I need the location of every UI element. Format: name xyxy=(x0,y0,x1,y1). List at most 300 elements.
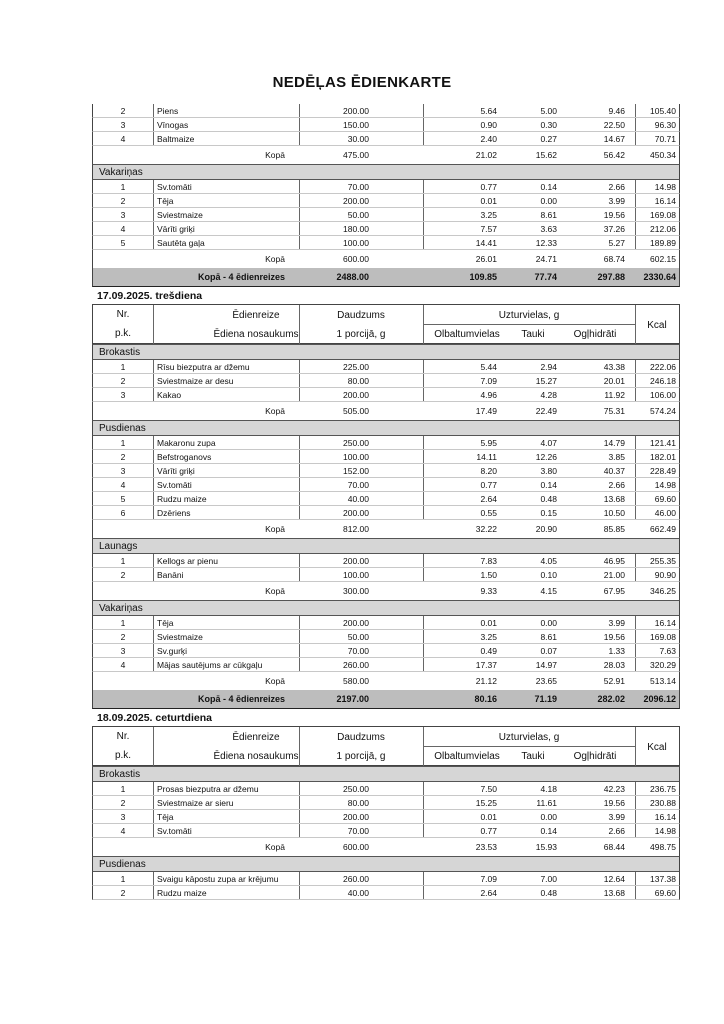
total-fat: 23.65 xyxy=(535,676,557,686)
meal-section xyxy=(92,766,680,782)
total-label: Kopā xyxy=(265,524,285,534)
item-carbs: 1.33 xyxy=(608,645,625,656)
item-protein: 7.09 xyxy=(423,872,507,885)
item-fat: 0.14 xyxy=(540,825,557,836)
total-label: Kopā xyxy=(265,406,285,416)
item-fat: 0.27 xyxy=(540,133,557,144)
grand-total-row xyxy=(92,268,680,287)
header-tauki: Tauki xyxy=(521,750,545,762)
table-row xyxy=(92,104,680,118)
total-label: Kopā xyxy=(265,842,285,852)
item-protein: 3.25 xyxy=(423,208,507,221)
item-fat: 0.48 xyxy=(540,887,557,898)
item-quantity: 250.00 xyxy=(299,436,423,449)
item-quantity: 70.00 xyxy=(299,180,423,193)
item-carbs: 10.50 xyxy=(603,507,625,518)
item-kcal: 246.18 xyxy=(635,374,679,387)
item-kcal: 255.35 xyxy=(635,554,679,567)
item-name: Rudzu maize xyxy=(153,492,299,505)
item-quantity: 200.00 xyxy=(299,194,423,207)
total-quantity: 475.00 xyxy=(343,150,369,160)
item-protein: 1.50 xyxy=(423,568,507,581)
item-name: Sv.tomāti xyxy=(153,478,299,491)
table-row xyxy=(92,492,680,506)
item-number: 2 xyxy=(120,375,126,386)
table-row xyxy=(92,886,680,900)
item-quantity: 180.00 xyxy=(299,222,423,235)
item-name: Rudzu maize xyxy=(153,886,299,899)
table-row xyxy=(92,506,680,520)
item-kcal: 70.71 xyxy=(635,132,679,145)
item-fat: 0.15 xyxy=(540,507,557,518)
item-carbs: 19.56 xyxy=(603,631,625,642)
table-row xyxy=(92,658,680,672)
item-name: Tēja xyxy=(153,616,299,629)
item-number: 1 xyxy=(120,361,126,372)
item-name: Baltmaize xyxy=(153,132,299,145)
total-protein: 23.53 xyxy=(475,842,497,852)
item-number: 6 xyxy=(120,507,126,518)
meal-section-label: Pusdienas xyxy=(99,858,146,870)
total-quantity: 812.00 xyxy=(343,524,369,534)
item-kcal: 14.98 xyxy=(635,478,679,491)
item-protein: 7.50 xyxy=(423,782,507,795)
item-name: Dzēriens xyxy=(153,506,299,519)
table-row xyxy=(92,824,680,838)
item-fat: 12.33 xyxy=(535,237,557,248)
day-heading: 17.09.2025. trešdiena xyxy=(97,290,203,302)
header-edienreize: Ēdienreize xyxy=(232,309,280,321)
item-carbs: 3.99 xyxy=(608,811,625,822)
item-number: 1 xyxy=(120,181,126,192)
item-protein: 0.55 xyxy=(423,506,507,519)
item-carbs: 43.38 xyxy=(603,361,625,372)
total-row xyxy=(92,250,680,268)
table-header xyxy=(92,726,680,766)
item-carbs: 11.92 xyxy=(604,389,625,400)
table-row xyxy=(92,374,680,388)
total-kcal: 662.49 xyxy=(650,524,676,534)
item-number: 3 xyxy=(120,209,126,220)
item-carbs: 19.56 xyxy=(603,209,625,220)
item-number: 1 xyxy=(120,873,126,884)
item-kcal: 230.88 xyxy=(635,796,679,809)
total-quantity: 600.00 xyxy=(343,254,369,264)
item-protein: 8.20 xyxy=(423,464,507,477)
total-carbs: 75.31 xyxy=(603,406,625,416)
total-row xyxy=(92,402,680,420)
item-protein: 14.11 xyxy=(423,450,507,463)
item-quantity: 200.00 xyxy=(299,104,423,117)
item-fat: 0.00 xyxy=(540,811,557,822)
grand-total-carbs: 282.02 xyxy=(597,694,625,704)
table-row xyxy=(92,478,680,492)
item-fat: 7.00 xyxy=(540,873,557,884)
item-fat: 0.07 xyxy=(540,645,557,656)
header-nr: Nr. xyxy=(116,730,130,742)
header-edienreize: Ēdienreize xyxy=(232,731,280,743)
total-row xyxy=(92,582,680,600)
total-label: Kopā xyxy=(265,586,285,596)
item-carbs: 19.56 xyxy=(603,797,625,808)
item-quantity: 150.00 xyxy=(299,118,423,131)
total-protein: 26.01 xyxy=(475,254,497,264)
item-number: 3 xyxy=(120,389,126,400)
item-number: 2 xyxy=(120,631,126,642)
item-fat: 0.10 xyxy=(540,569,557,580)
item-quantity: 260.00 xyxy=(299,872,423,885)
item-carbs: 46.95 xyxy=(603,555,625,566)
item-number: 3 xyxy=(120,465,126,476)
table-header xyxy=(92,304,680,344)
total-fat: 20.90 xyxy=(535,524,557,534)
item-kcal: 121.41 xyxy=(635,436,679,449)
item-quantity: 200.00 xyxy=(299,388,423,401)
table-row xyxy=(92,616,680,630)
item-carbs: 37.26 xyxy=(603,223,625,234)
item-kcal: 69.60 xyxy=(635,492,679,505)
item-kcal: 16.14 xyxy=(635,616,679,629)
item-kcal: 96.30 xyxy=(635,118,679,131)
total-row xyxy=(92,520,680,538)
item-carbs: 12.64 xyxy=(603,873,625,884)
header-daudzums: Daudzums xyxy=(337,731,385,743)
item-quantity: 152.00 xyxy=(299,464,423,477)
item-quantity: 225.00 xyxy=(299,360,423,373)
item-name: Tēja xyxy=(153,194,299,207)
meal-section xyxy=(92,600,680,616)
item-name: Prosas biezputra ar džemu xyxy=(153,782,299,795)
item-kcal: 236.75 xyxy=(635,782,679,795)
item-protein: 2.40 xyxy=(423,132,507,145)
item-name: Vārīti griķi xyxy=(153,222,299,235)
item-name: Sv.gurķi xyxy=(153,644,299,657)
item-fat: 15.27 xyxy=(535,375,557,386)
meal-section xyxy=(92,344,680,360)
header-pk: p.k. xyxy=(114,749,132,761)
table-row xyxy=(92,630,680,644)
total-protein: 21.12 xyxy=(475,676,497,686)
item-name: Sviestmaize ar desu xyxy=(153,374,299,387)
item-number: 2 xyxy=(120,569,126,580)
item-name: Makaronu zupa xyxy=(153,436,299,449)
item-name: Vārīti griķi xyxy=(153,464,299,477)
total-kcal: 450.34 xyxy=(650,150,676,160)
header-kcal: Kcal xyxy=(647,319,667,331)
item-number: 1 xyxy=(120,555,126,566)
table-row xyxy=(92,194,680,208)
item-number: 4 xyxy=(120,223,126,234)
item-number: 4 xyxy=(120,479,126,490)
header-nr: Nr. xyxy=(116,308,130,320)
item-name: Sautēta gaļa xyxy=(153,236,299,249)
total-fat: 24.71 xyxy=(535,254,557,264)
table-row xyxy=(92,464,680,478)
header-rule xyxy=(153,727,154,767)
item-kcal: 14.98 xyxy=(635,824,679,837)
item-carbs: 3.85 xyxy=(608,451,625,462)
grand-total-fat: 71.19 xyxy=(534,694,557,704)
header-nosaukums: Ēdiena nosaukums xyxy=(213,750,299,762)
item-kcal: 16.14 xyxy=(635,810,679,823)
total-kcal: 513.14 xyxy=(650,676,676,686)
grand-total-kcal: 2330.64 xyxy=(643,272,676,282)
grand-total-protein: 80.16 xyxy=(474,694,497,704)
item-fat: 0.14 xyxy=(540,181,557,192)
grand-total-quantity: 2197.00 xyxy=(336,694,369,704)
item-carbs: 2.66 xyxy=(608,479,625,490)
header-porcija: 1 porcijā, g xyxy=(336,750,386,762)
item-kcal: 46.00 xyxy=(635,506,679,519)
total-protein: 9.33 xyxy=(480,586,497,596)
total-carbs: 68.44 xyxy=(603,842,625,852)
item-name: Sv.tomāti xyxy=(153,824,299,837)
item-fat: 0.30 xyxy=(540,119,557,130)
header-rule xyxy=(423,324,635,325)
item-carbs: 22.50 xyxy=(603,119,625,130)
item-quantity: 70.00 xyxy=(299,824,423,837)
item-protein: 2.64 xyxy=(423,492,507,505)
item-protein: 0.77 xyxy=(423,478,507,491)
grand-total-carbs: 297.88 xyxy=(597,272,625,282)
header-daudzums: Daudzums xyxy=(337,309,385,321)
item-kcal: 228.49 xyxy=(635,464,679,477)
item-number: 2 xyxy=(120,451,126,462)
grand-total-fat: 77.74 xyxy=(534,272,557,282)
total-kcal: 346.25 xyxy=(650,586,676,596)
item-number: 2 xyxy=(120,887,126,898)
item-number: 1 xyxy=(120,783,126,794)
total-row xyxy=(92,838,680,856)
item-quantity: 80.00 xyxy=(299,796,423,809)
header-olbaltumvielas: Olbaltumvielas xyxy=(434,328,500,340)
meal-section-label: Vakariņas xyxy=(99,602,143,614)
header-nosaukums: Ēdiena nosaukums xyxy=(213,328,299,340)
total-kcal: 498.75 xyxy=(650,842,676,852)
item-protein: 5.44 xyxy=(423,360,507,373)
item-number: 2 xyxy=(120,195,126,206)
item-kcal: 137.38 xyxy=(635,872,679,885)
item-kcal: 189.89 xyxy=(635,236,679,249)
item-protein: 0.01 xyxy=(423,616,507,629)
table-row xyxy=(92,236,680,250)
item-protein: 0.77 xyxy=(423,824,507,837)
item-protein: 7.83 xyxy=(423,554,507,567)
total-fat: 22.49 xyxy=(535,406,557,416)
total-label: Kopā xyxy=(265,676,285,686)
total-quantity: 505.00 xyxy=(343,406,369,416)
item-protein: 0.01 xyxy=(423,810,507,823)
page-title: NEDĒĻAS ĒDIENKARTE xyxy=(272,74,452,91)
item-kcal: 105.40 xyxy=(635,104,679,117)
item-quantity: 100.00 xyxy=(299,450,423,463)
total-fat: 4.15 xyxy=(540,586,557,596)
item-quantity: 250.00 xyxy=(299,782,423,795)
item-number: 3 xyxy=(120,119,126,130)
grand-total-row xyxy=(92,690,680,709)
item-carbs: 13.68 xyxy=(603,887,625,898)
meal-section-label: Vakariņas xyxy=(99,166,143,178)
total-label: Kopā xyxy=(265,254,285,264)
item-carbs: 3.99 xyxy=(608,195,625,206)
total-label: Kopā xyxy=(265,150,285,160)
item-number: 5 xyxy=(120,493,126,504)
item-quantity: 40.00 xyxy=(299,886,423,899)
item-name: Vīnogas xyxy=(153,118,299,131)
item-kcal: 222.06 xyxy=(635,360,679,373)
item-quantity: 50.00 xyxy=(299,630,423,643)
item-carbs: 20.01 xyxy=(603,375,625,386)
item-quantity: 30.00 xyxy=(299,132,423,145)
total-carbs: 85.85 xyxy=(603,524,625,534)
total-kcal: 574.24 xyxy=(650,406,676,416)
item-kcal: 169.08 xyxy=(635,208,679,221)
item-number: 4 xyxy=(120,659,126,670)
total-quantity: 580.00 xyxy=(343,676,369,686)
header-rule xyxy=(635,727,636,767)
item-name: Befstroganovs xyxy=(153,450,299,463)
item-protein: 5.95 xyxy=(423,436,507,449)
total-quantity: 600.00 xyxy=(343,842,369,852)
total-quantity: 300.00 xyxy=(343,586,369,596)
item-carbs: 14.79 xyxy=(603,437,625,448)
header-rule xyxy=(299,727,300,767)
header-rule xyxy=(299,305,300,345)
item-kcal: 69.60 xyxy=(635,886,679,899)
item-name: Banāni xyxy=(153,568,299,581)
table-row xyxy=(92,796,680,810)
item-name: Sviestmaize xyxy=(153,630,299,643)
item-fat: 4.05 xyxy=(540,555,557,566)
header-rule xyxy=(423,305,424,345)
item-protein: 0.77 xyxy=(423,180,507,193)
meal-section xyxy=(92,856,680,872)
item-carbs: 40.37 xyxy=(603,465,625,476)
item-carbs: 14.67 xyxy=(603,133,625,144)
total-fat: 15.62 xyxy=(535,150,557,160)
header-olbaltumvielas: Olbaltumvielas xyxy=(434,750,500,762)
header-tauki: Tauki xyxy=(521,328,545,340)
item-protein: 15.25 xyxy=(423,796,507,809)
item-protein: 0.90 xyxy=(423,118,507,131)
item-name: Piens xyxy=(153,104,299,117)
item-protein: 3.25 xyxy=(423,630,507,643)
item-quantity: 200.00 xyxy=(299,616,423,629)
header-oglhidrati: Ogļhidrāti xyxy=(573,750,617,762)
total-protein: 21.02 xyxy=(475,150,497,160)
header-pk: p.k. xyxy=(114,327,132,339)
total-carbs: 52.91 xyxy=(603,676,625,686)
total-protein: 17.49 xyxy=(475,406,497,416)
meal-section-label: Pusdienas xyxy=(99,422,146,434)
item-number: 2 xyxy=(120,105,126,116)
item-quantity: 200.00 xyxy=(299,554,423,567)
item-fat: 14.97 xyxy=(535,659,557,670)
table-row xyxy=(92,644,680,658)
item-quantity: 260.00 xyxy=(299,658,423,671)
item-protein: 14.41 xyxy=(423,236,507,249)
item-quantity: 40.00 xyxy=(299,492,423,505)
item-name: Tēja xyxy=(153,810,299,823)
item-fat: 2.94 xyxy=(540,361,557,372)
grand-total-label: Kopā - 4 ēdienreizes xyxy=(197,694,285,704)
item-quantity: 100.00 xyxy=(299,236,423,249)
grand-total-protein: 109.85 xyxy=(469,272,497,282)
table-row xyxy=(92,180,680,194)
total-row xyxy=(92,672,680,690)
table-row xyxy=(92,222,680,236)
item-protein: 17.37 xyxy=(423,658,507,671)
item-quantity: 200.00 xyxy=(299,506,423,519)
header-porcija: 1 porcijā, g xyxy=(336,328,386,340)
header-rule xyxy=(153,305,154,345)
item-carbs: 5.27 xyxy=(608,237,625,248)
item-fat: 4.18 xyxy=(540,783,557,794)
item-fat: 5.00 xyxy=(540,105,557,116)
item-carbs: 3.99 xyxy=(608,617,625,628)
meal-section-label: Launags xyxy=(99,540,138,552)
item-carbs: 9.46 xyxy=(608,105,625,116)
item-number: 4 xyxy=(120,133,126,144)
header-rule xyxy=(423,727,424,767)
item-kcal: 16.14 xyxy=(635,194,679,207)
table-row xyxy=(92,810,680,824)
item-protein: 4.96 xyxy=(423,388,507,401)
item-name: Kakao xyxy=(153,388,299,401)
item-fat: 3.63 xyxy=(540,223,557,234)
total-carbs: 67.95 xyxy=(603,586,625,596)
item-quantity: 50.00 xyxy=(299,208,423,221)
table-row xyxy=(92,782,680,796)
item-fat: 8.61 xyxy=(540,631,557,642)
item-fat: 3.80 xyxy=(540,465,557,476)
grand-total-kcal: 2096.12 xyxy=(643,694,676,704)
item-protein: 7.09 xyxy=(423,374,507,387)
item-carbs: 2.66 xyxy=(608,181,625,192)
item-number: 4 xyxy=(120,825,126,836)
item-kcal: 169.08 xyxy=(635,630,679,643)
item-fat: 4.07 xyxy=(540,437,557,448)
item-fat: 8.61 xyxy=(540,209,557,220)
item-quantity: 100.00 xyxy=(299,568,423,581)
item-name: Svaigu kāpostu zupa ar krējumu xyxy=(153,872,299,885)
header-rule xyxy=(423,746,635,747)
item-fat: 0.48 xyxy=(540,493,557,504)
item-kcal: 106.00 xyxy=(635,388,679,401)
item-number: 1 xyxy=(120,437,126,448)
total-fat: 15.93 xyxy=(535,842,557,852)
item-protein: 0.49 xyxy=(423,644,507,657)
item-number: 2 xyxy=(120,797,126,808)
item-fat: 0.00 xyxy=(540,195,557,206)
table-row xyxy=(92,568,680,582)
item-number: 1 xyxy=(120,617,126,628)
header-uzturvielas: Uzturvielas, g xyxy=(498,309,560,321)
grand-total-label: Kopā - 4 ēdienreizes xyxy=(197,272,285,282)
table-row xyxy=(92,208,680,222)
header-oglhidrati: Ogļhidrāti xyxy=(573,328,617,340)
meal-section xyxy=(92,164,680,180)
meal-section xyxy=(92,420,680,436)
item-protein: 2.64 xyxy=(423,886,507,899)
item-kcal: 7.63 xyxy=(635,644,679,657)
meal-section xyxy=(92,538,680,554)
table-row xyxy=(92,132,680,146)
item-fat: 4.28 xyxy=(540,389,557,400)
item-name: Sviestmaize ar sieru xyxy=(153,796,299,809)
item-protein: 0.01 xyxy=(423,194,507,207)
item-fat: 0.14 xyxy=(540,479,557,490)
